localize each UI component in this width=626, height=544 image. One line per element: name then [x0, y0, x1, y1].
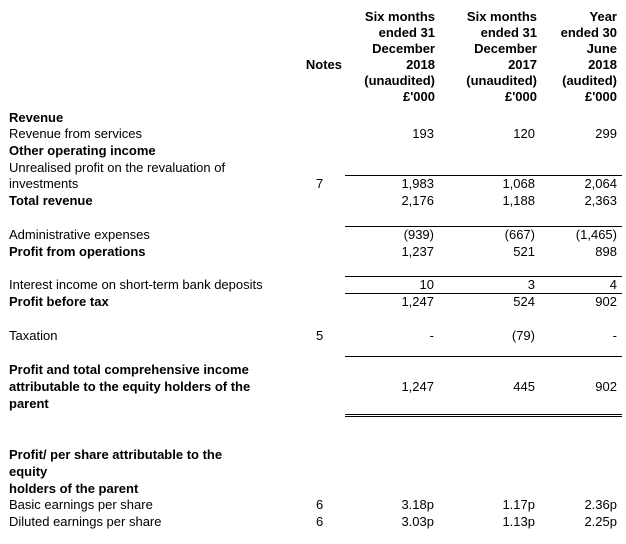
col2-line: £'000 [504, 89, 537, 104]
col-header-h1-2017 [440, 9, 537, 105]
value-h1-2017: 3 [527, 277, 535, 292]
col2-line: (unaudited) [466, 73, 537, 88]
value-h1-2017: 120 [513, 126, 535, 141]
value-h1-2018: 10 [419, 277, 434, 292]
value-h1-2018: 1,983 [401, 176, 434, 191]
notes-header: Notes [305, 57, 342, 72]
value-fy-2018: 2.25p [584, 514, 617, 529]
col1-line: (unaudited) [364, 73, 435, 88]
row-label: Basic earnings per share [9, 497, 153, 512]
col1-line: December [372, 41, 435, 56]
value-h1-2017: 445 [513, 379, 535, 394]
row-label: attributable to the equity holders of the [9, 379, 251, 394]
row-label: Profit from operations [9, 244, 146, 259]
row-label: Total revenue [9, 193, 93, 208]
col-header-h1-2018 [340, 9, 435, 105]
col2-line: Six months [466, 9, 537, 24]
row-label: Administrative expenses [9, 227, 150, 242]
value-h1-2018: (939) [403, 227, 434, 242]
row-label: investments [9, 176, 79, 191]
value-h1-2017: 1,188 [502, 193, 535, 208]
total-rule [345, 356, 622, 357]
value-fy-2018: - [612, 328, 617, 343]
value-h1-2017: (79) [511, 328, 535, 343]
note-ref: 7 [316, 176, 324, 191]
subtotal-rule [345, 276, 622, 277]
value-h1-2018: 1,247 [401, 379, 434, 394]
col2-line: ended 31 [480, 25, 537, 40]
subtotal-rule [345, 175, 622, 176]
value-h1-2017: (667) [504, 227, 535, 242]
row-label: holders of the parent [9, 481, 139, 496]
row-label: Taxation [9, 328, 58, 343]
row-label: Profit before tax [9, 294, 109, 309]
col1-line: Six months [364, 9, 435, 24]
subtotal-rule [345, 226, 622, 227]
note-ref: 6 [316, 514, 324, 529]
col3-line: Year [589, 9, 617, 24]
col1-line: ended 31 [378, 25, 435, 40]
value-h1-2018: 2,176 [401, 193, 434, 208]
col3-line: 2018 [588, 57, 617, 72]
row-label: equity [9, 464, 48, 479]
row-label: parent [9, 396, 49, 411]
value-fy-2018: 2,363 [584, 193, 617, 208]
col3-line: £'000 [584, 89, 617, 104]
section-label: Revenue [9, 110, 64, 125]
value-fy-2018: 299 [595, 126, 617, 141]
value-h1-2018: 3.18p [401, 497, 434, 512]
total-rule [345, 414, 622, 415]
value-fy-2018: 2.36p [584, 497, 617, 512]
value-h1-2018: 3.03p [401, 514, 434, 529]
row-label: Unrealised profit on the revaluation of [9, 160, 226, 175]
row-label: Profit and total comprehensive income [9, 362, 249, 377]
col-header-fy-2018 [540, 9, 617, 105]
col3-line: (audited) [562, 73, 617, 88]
col1-line: £'000 [402, 89, 435, 104]
row-label: Diluted earnings per share [9, 514, 162, 529]
value-h1-2018: 1,247 [401, 294, 434, 309]
col3-line: ended 30 [560, 25, 617, 40]
value-h1-2018: - [429, 328, 434, 343]
subtotal-rule [345, 293, 622, 294]
col2-line: December [474, 41, 537, 56]
value-h1-2018: 193 [412, 126, 434, 141]
section-label: Other operating income [9, 143, 156, 158]
note-ref: 5 [316, 328, 324, 343]
value-h1-2017: 521 [513, 244, 535, 259]
value-fy-2018: 902 [595, 294, 617, 309]
value-h1-2017: 1.17p [502, 497, 535, 512]
value-fy-2018: 898 [595, 244, 617, 259]
value-h1-2017: 1.13p [502, 514, 535, 529]
total-rule [345, 416, 622, 417]
value-h1-2018: 1,237 [401, 244, 434, 259]
value-h1-2017: 1,068 [502, 176, 535, 191]
value-fy-2018: 4 [609, 277, 617, 292]
row-label: Interest income on short-term bank deposits [9, 277, 263, 292]
note-ref: 6 [316, 497, 324, 512]
col1-line: 2018 [406, 57, 435, 72]
col2-line: 2017 [508, 57, 537, 72]
value-fy-2018: 902 [595, 379, 617, 394]
row-label: Profit/ per share attributable to the [9, 447, 223, 462]
col3-line: June [586, 41, 617, 56]
value-fy-2018: 2,064 [584, 176, 617, 191]
row-label: Revenue from services [9, 126, 142, 141]
value-h1-2017: 524 [513, 294, 535, 309]
value-fy-2018: (1,465) [575, 227, 617, 242]
